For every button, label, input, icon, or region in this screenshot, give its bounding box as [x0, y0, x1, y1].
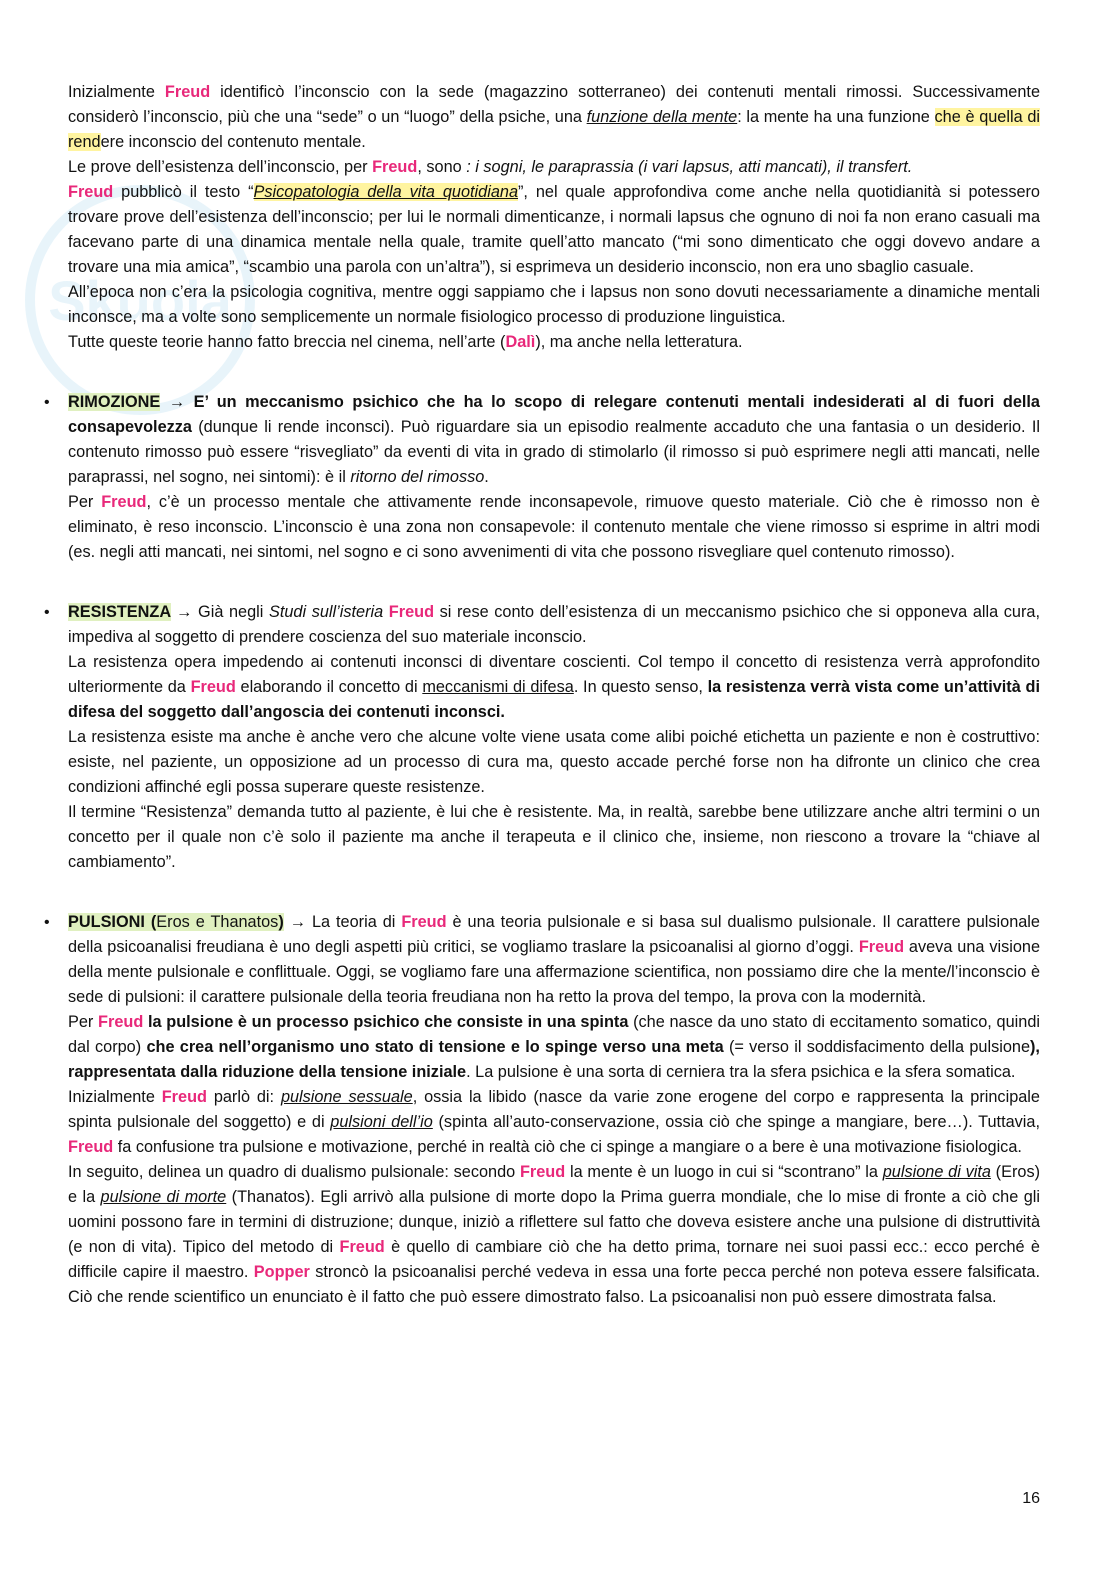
book-title: Psicopatologia della vita quotidiana [253, 183, 519, 201]
name-freud: Freud [190, 678, 236, 696]
pulsioni-paragraph-1: PULSIONI (Eros e Thanatos) → La teoria di Freud è una teoria pulsionale e si basa sul dualismo pulsionale. Il carattere pulsionale della psicoanalisi freudiana è uno degli aspetti più critici, se vogliamo traslare la psicoanalisi al giorno d’oggi. Freud aveva una visione della mente pulsionale e conflittuale. Oggi, se vogliamo fare una affermazione scientifica, non possiamo dire che la mente/l’inconscio è sede di pulsioni: il carattere pulsionale della teoria freudiana non ha retto la prova del tempo, la prova con la modernità. [68, 913, 1040, 1006]
term-meccanismi-difesa: meccanismi di difesa [422, 678, 574, 696]
name-popper: Popper [253, 1263, 310, 1281]
arrow-icon: → [283, 913, 312, 931]
name-freud: Freud [68, 1138, 114, 1156]
watermark-text: Skuola [48, 269, 232, 332]
page-number: 16 [1022, 1490, 1040, 1507]
resistenza-paragraph-1: RESISTENZA → Già negli Studi sull’isteria Freud si rese conto dell’esistenza di un meccanismo psichico che si opponeva alla cura, impediva al soggetto di prendere coscienza del suo materiale inconscio. [68, 603, 1040, 646]
name-freud: Freud [372, 158, 418, 176]
document-body [44, 80, 1041, 1310]
section-title: PULSIONI ( [68, 913, 157, 931]
intro-paragraph-1: Inizialmente Freud identificò l’inconscio con la sede (magazzino sotterraneo) dei contenuti mentali rimossi. Successivamente considerò l’inconscio, più che una “sede” o un “luogo” della psiche, una funzione della mente: la mente ha una funzione che è quella di rendere inconscio del contenuto mentale. [68, 83, 1040, 151]
proofs-list: : i sogni, le paraprassia (i vari lapsus, atti mancati), il transfert. [466, 158, 913, 176]
section-title: RESISTENZA [68, 603, 171, 621]
arrow-icon: → [160, 393, 194, 411]
rimozione-paragraph-2: Per Freud, c’è un processo mentale che attivamente rende inconsapevole, rimuove questo materiale. Ciò che è rimosso non è eliminato, è reso inconscio. L’inconscio è una zona non consapevole: il contenuto mentale che viene rimosso si esprime in altri modi (es. negli atti mancati, nei sintomi, nel sogno e ci sono avvenimenti di vita che possono risvegliare quel contenuto rimosso). [68, 493, 1040, 561]
resistenza-paragraph-2: La resistenza opera impedendo ai contenuti inconsci di diventare coscienti. Col tempo il concetto di resistenza verrà approfondito ulteriormente da Freud elaborando il concetto di meccanismi di difesa. In questo senso, la resistenza verrà vista come un’attività di difesa del soggetto dall’angoscia dei contenuti inconsci. [68, 653, 1040, 721]
name-freud: Freud [161, 1088, 207, 1106]
pulsioni-paragraph-4: In seguito, delinea un quadro di dualismo pulsionale: secondo Freud la mente è un luogo in cui si “scontrano” la pulsione di vita (Eros) e la pulsione di morte (Thanatos). Egli arrivò alla pulsione di morte dopo la Prima guerra mondiale, che lo mise di fronte a ciò che gli uomini possono fare in termini di distruzione; dunque, iniziò a riflettere sul fatto che doveva esistere anche una pulsione di distruttività (e non di vita). Tipico del metodo di Freud è quello di cambiare ciò che ha detto prima, tornare nei suoi passi ecc.: ecco perché è difficile capire il maestro. Popper stroncò la psicoanalisi perché vedeva in essa una forte pecca perché non poteva essere falsificata. Ciò che rende scientifico un enunciato è il fatto che può essere dimostrato falso. La psicoanalisi non può essere dimostrata falsa. [68, 1163, 1041, 1306]
name-freud: Freud [98, 1013, 144, 1031]
rimozione-paragraph-1: RIMOZIONE → E’ un meccanismo psichico che ha lo scopo di relegare contenuti mentali indesiderati al di fuori della consapevolezza (dunque li rende inconsci). Può riguardare sia un episodio realmente accaduto che una fantasia o un desiderio. Il contenuto rimosso può essere “risvegliato” da eventi di vita in grado di stimolarlo (il rimosso si può esprimere negli atti mancati, nelle paraprassi, nel sogno, nei sintomi): è il ritorno del rimosso. [68, 393, 1040, 486]
name-dali: Dalì [505, 333, 536, 351]
intro-paragraph-3: Freud pubblicò il testo “Psicopatologia della vita quotidiana”, nel quale approfondiva come anche nella quotidianità si potessero trovare prove dell’esistenza dell’inconscio; per lui le normali dimenticanze, i normali lapsus che ognuno di noi fa non erano casuali ma facevano parte di una dinamica mentale nella quale, tramite quell’atto mancato (“mi sono dimenticato che oggi dovevo andare a trovare una mia amica”, “scambio una parola con un’altra”), si esprimeva un desiderio inconscio, non era uno sbaglio casuale. [68, 183, 1040, 276]
name-freud: Freud [858, 938, 905, 956]
highlighted-text: che è quella di rend [68, 108, 1040, 151]
name-freud: Freud [101, 493, 147, 511]
term-funzione-mente: funzione della mente [586, 108, 738, 126]
term-pulsioni-io: pulsioni dell’io [330, 1113, 433, 1131]
bullet-icon: • [44, 394, 50, 411]
resistenza-paragraph-3: La resistenza esiste ma anche è anche vero che alcune volte viene usata come alibi poiché etichetta un paziente e non è costruttivo: esiste, nel paziente, un opposizione ad un processo di cura ma, questo accade perché forse non ha difronte un clinico che crea condizioni affinché egli possa superare queste resistenze. [68, 728, 1040, 796]
definition-bold: E’ un meccanismo psichico che ha lo scopo di relegare contenuti mentali indesiderati al di fuori della consapevolezza [68, 393, 1040, 436]
term-pulsione-sessuale: pulsione sessuale [280, 1088, 413, 1106]
term-pulsione-vita: pulsione di vita [882, 1163, 991, 1181]
name-freud: Freud [519, 1163, 566, 1181]
intro-paragraph-5: Tutte queste teorie hanno fatto breccia nel cinema, nell’arte (Dalì), ma anche nella letteratura. [68, 333, 743, 351]
name-freud: Freud [68, 183, 114, 201]
name-freud: Freud [164, 83, 211, 101]
name-freud: Freud [401, 913, 447, 931]
intro-section [68, 80, 1040, 355]
name-freud: Freud [339, 1238, 385, 1256]
section-rimozione [44, 390, 1040, 565]
section-title: RIMOZIONE [68, 393, 161, 411]
arrow-icon: → [170, 603, 199, 621]
bullet-icon: • [44, 604, 50, 621]
intro-paragraph-2: Le prove dell’esistenza dell’inconscio, per Freud, sono : i sogni, le paraprassia (i vari lapsus, atti mancati), il transfert. [68, 158, 913, 176]
pulsioni-paragraph-3: Inizialmente Freud parlò di: pulsione sessuale, ossia la libido (nasce da varie zone erogene del corpo e rappresenta la principale spinta pulsionale del soggetto) e di pulsioni dell’io (spinta all’auto-conservazione, ossia ciò che spinge a mangiare, bere…). Tuttavia, Freud fa confusione tra pulsione e motivazione, perché in realtà ciò che ci spinge a mangiare o a bere è una motivazione fisiologica. [68, 1088, 1040, 1156]
term-pulsione-morte: pulsione di morte [100, 1188, 227, 1206]
pulsioni-paragraph-2: Per Freud la pulsione è un processo psichico che consiste in una spinta (che nasce da uno stato di eccitamento somatico, quindi dal corpo) che crea nell’organismo uno stato di tensione e lo spinge verso una meta (= verso il soddisfacimento della pulsione), rappresentata dalla riduzione della tensione iniziale. La pulsione è una sorta di cerniera tra la sfera psichica e la sfera somatica. [68, 1013, 1040, 1081]
resistenza-paragraph-4: Il termine “Resistenza” demanda tutto al paziente, è lui che è resistente. Ma, in realtà, sarebbe bene utilizzare anche altri termini o un concetto per il quale non c’è solo il paziente ma anche il terapeuta e il clinico che, insieme, non riescono a trovare la “chiave al cambiamento”. [68, 803, 1040, 871]
section-pulsioni [44, 910, 1041, 1310]
intro-paragraph-4: All’epoca non c’era la psicologia cognitiva, mentre oggi sappiamo che i lapsus non sono dovuti necessariamente a dinamiche mentali inconsce, ma a volte sono semplicemente un normale fisiologico processo di produzione linguistica. [68, 283, 1040, 326]
bullet-icon: • [44, 914, 50, 931]
name-freud: Freud [388, 603, 435, 621]
section-resistenza [44, 600, 1040, 875]
